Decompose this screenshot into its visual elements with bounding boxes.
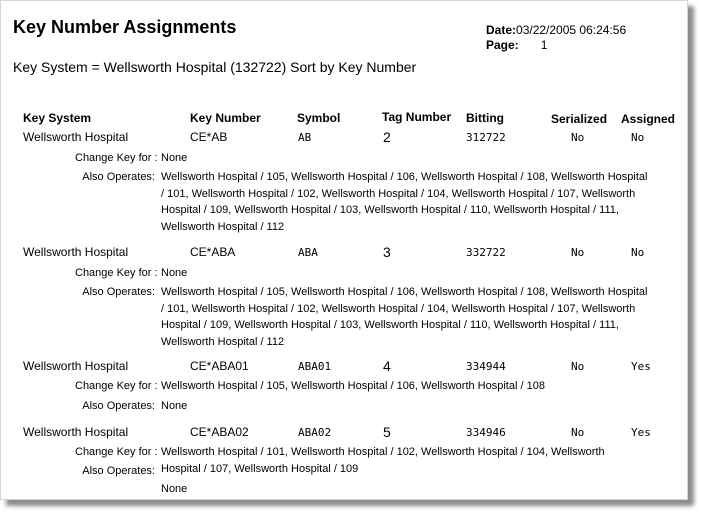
serialized-cell: No bbox=[571, 360, 585, 373]
also-operates-label: Also Operates: bbox=[82, 465, 155, 477]
page-label: Page: bbox=[486, 38, 519, 52]
serialized-cell: No bbox=[571, 246, 585, 259]
change-key-for-label: Change Key for : bbox=[75, 152, 158, 164]
column-header-assigned: Assigned bbox=[621, 112, 676, 126]
key-system-cell: Wellsworth Hospital bbox=[23, 359, 129, 373]
column-header-bitting: Bitting bbox=[466, 111, 504, 125]
symbol-cell: ABA bbox=[298, 246, 318, 259]
bitting-cell: 332722 bbox=[466, 246, 506, 259]
also-operates-label: Also Operates: bbox=[82, 286, 155, 298]
assigned-cell: No bbox=[631, 246, 645, 259]
date-row bbox=[486, 23, 626, 38]
page-row bbox=[486, 38, 626, 53]
symbol-cell: ABA02 bbox=[298, 426, 332, 439]
symbol-cell: AB bbox=[298, 131, 312, 144]
bitting-cell: 334944 bbox=[466, 360, 506, 373]
report-subtitle: Key System = Wellsworth Hospital (132722) Sort by Key Number bbox=[13, 59, 417, 75]
change-key-for-value: Wellsworth Hospital / 101, Wellsworth Hospital / 102, Wellsworth Hospital / 104, Wellsworth Hospital / 107, Wellsworth Hospital / 109 bbox=[161, 446, 605, 475]
assigned-cell: Yes bbox=[631, 426, 651, 439]
column-header-key-number: Key Number bbox=[190, 111, 261, 125]
also-operates-value: None bbox=[161, 483, 188, 495]
also-operates-value: Wellsworth Hospital / 105, Wellsworth Hospital / 106, Wellsworth Hospital / 108, Wellsworth Hospital / 101, Wellsworth Hospital / 102, Wellsworth Hospital / 104, Wellsworth Hospital / 107, Wellsworth Hospital / 109, Wellsworth Hospital / 103, Wellsworth Hospital / 110, Wellsworth Hospital / 111, Wellsworth Hospital / 112 bbox=[161, 171, 648, 233]
key-number-cell: CE*ABA bbox=[190, 245, 236, 259]
assigned-cell: Yes bbox=[631, 360, 651, 373]
tag-number-cell: 3 bbox=[383, 244, 391, 260]
serialized-cell: No bbox=[571, 426, 585, 439]
also-operates-value: Wellsworth Hospital / 105, Wellsworth Hospital / 106, Wellsworth Hospital / 108, Wellsworth Hospital / 101, Wellsworth Hospital / 102, Wellsworth Hospital / 104, Wellsworth Hospital / 107, Wellsworth Hospital / 109, Wellsworth Hospital / 103, Wellsworth Hospital / 110, Wellsworth Hospital / 111, Wellsworth Hospital / 112 bbox=[161, 286, 648, 348]
key-number-cell: CE*ABA02 bbox=[190, 425, 249, 439]
tag-number-cell: 2 bbox=[383, 129, 391, 145]
page-number: 1 bbox=[540, 38, 548, 52]
date-label: Date: bbox=[486, 23, 517, 37]
change-key-for-label: Change Key for : bbox=[75, 380, 158, 392]
change-key-for-label: Change Key for : bbox=[75, 446, 158, 458]
key-system-cell: Wellsworth Hospital bbox=[23, 130, 129, 144]
serialized-cell: No bbox=[571, 131, 585, 144]
assigned-cell: No bbox=[631, 131, 645, 144]
also-operates-label: Also Operates: bbox=[82, 171, 155, 183]
key-system-cell: Wellsworth Hospital bbox=[23, 245, 129, 259]
column-header-symbol: Symbol bbox=[297, 111, 341, 125]
column-header-tag-number: Tag Number bbox=[382, 110, 452, 124]
change-key-for-value: None bbox=[161, 267, 188, 279]
bitting-cell: 312722 bbox=[466, 131, 506, 144]
change-key-for-value: None bbox=[161, 152, 188, 164]
also-operates-label: Also Operates: bbox=[82, 400, 155, 412]
report-meta bbox=[486, 23, 626, 53]
report-title: Key Number Assignments bbox=[13, 17, 237, 37]
tag-number-cell: 5 bbox=[383, 424, 391, 440]
key-number-cell: CE*AB bbox=[190, 130, 228, 144]
tag-number-cell: 4 bbox=[383, 358, 391, 374]
column-header-key-system: Key System bbox=[23, 111, 92, 125]
key-number-cell: CE*ABA01 bbox=[190, 359, 249, 373]
symbol-cell: ABA01 bbox=[298, 360, 332, 373]
also-operates-value: None bbox=[161, 400, 188, 412]
change-key-for-label: Change Key for : bbox=[75, 267, 158, 279]
key-system-cell: Wellsworth Hospital bbox=[23, 425, 129, 439]
bitting-cell: 334946 bbox=[466, 426, 506, 439]
change-key-for-value: Wellsworth Hospital / 105, Wellsworth Hospital / 106, Wellsworth Hospital / 108 bbox=[161, 380, 545, 392]
column-header-serialized: Serialized bbox=[551, 112, 608, 126]
date-value: 03/22/2005 06:24:56 bbox=[516, 23, 627, 37]
